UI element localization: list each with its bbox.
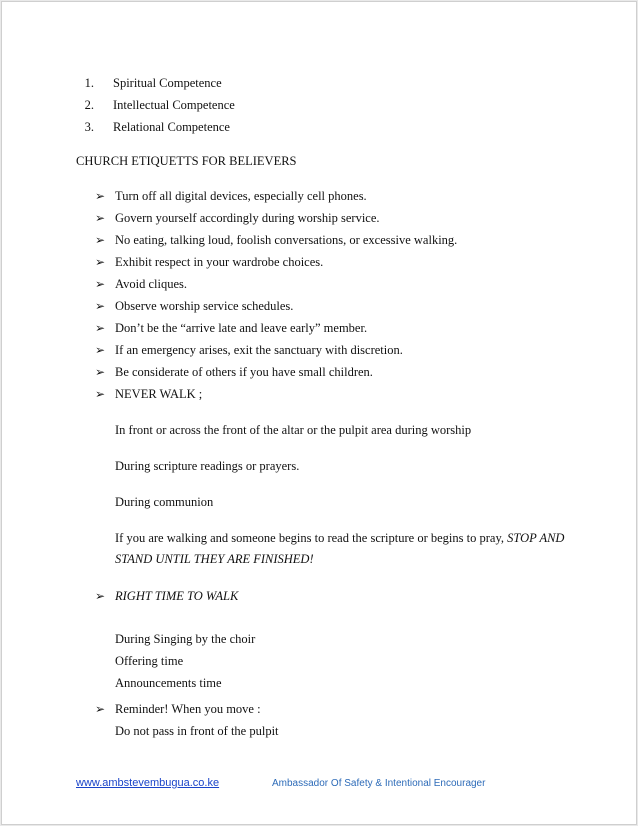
arrow-bullet-icon: ➢ [95, 387, 106, 401]
note-text: If you are walking and someone begins to read the scripture or begins to pray, [115, 531, 505, 545]
arrow-bullet-icon: ➢ [95, 299, 106, 313]
arrow-bullet-icon: ➢ [95, 233, 106, 247]
arrow-bullet-icon: ➢ [95, 211, 106, 225]
list-number: 3. [84, 120, 94, 134]
never-walk-item: During communion [115, 495, 214, 509]
arrow-bullet-icon: ➢ [95, 189, 106, 203]
arrow-bullet-icon: ➢ [95, 702, 106, 716]
bullet-text: Be considerate of others if you have small children. [115, 365, 373, 379]
bullet-text: Avoid cliques. [115, 277, 187, 291]
footer-website-link[interactable]: www.ambstevembugua.co.ke [76, 777, 220, 789]
never-walk-note [115, 530, 564, 546]
note-emphasis: STOP AND [507, 531, 565, 545]
never-walk-item: In front or across the front of the altar or the pulpit area during worship [115, 423, 472, 437]
list-text: Spiritual Competence [113, 76, 222, 90]
footer-tagline: Ambassador Of Safety & Intentional Encourager [272, 778, 486, 789]
bullet-text: If an emergency arises, exit the sanctuary with discretion. [115, 343, 403, 357]
arrow-bullet-icon: ➢ [95, 343, 106, 357]
reminder-text: Do not pass in front of the pulpit [115, 724, 279, 738]
arrow-bullet-icon: ➢ [95, 589, 106, 603]
arrow-bullet-icon: ➢ [95, 255, 106, 269]
arrow-bullet-icon: ➢ [95, 277, 106, 291]
bullet-text: Govern yourself accordingly during worship service. [115, 211, 380, 225]
right-time-item: During Singing by the choir [115, 632, 256, 646]
list-number: 1. [84, 76, 94, 90]
bullet-text: NEVER WALK ; [115, 387, 203, 401]
reminder-label: Reminder! When you move : [115, 702, 261, 716]
right-time-item: Offering time [115, 654, 184, 668]
bullet-text: Exhibit respect in your wardrobe choices. [115, 255, 324, 269]
bullet-text: No eating, talking loud, foolish conversations, or excessive walking. [115, 233, 458, 247]
right-time-item: Announcements time [115, 676, 222, 690]
bullet-text: Turn off all digital devices, especially cell phones. [115, 189, 367, 203]
arrow-bullet-icon: ➢ [95, 321, 106, 335]
list-text: Relational Competence [113, 120, 230, 134]
section-heading: CHURCH ETIQUETTS FOR BELIEVERS [76, 154, 297, 168]
list-number: 2. [84, 98, 94, 112]
bullet-text: Observe worship service schedules. [115, 299, 294, 313]
never-walk-item: During scripture readings or prayers. [115, 459, 300, 473]
arrow-bullet-icon: ➢ [95, 365, 106, 379]
document-page [1, 1, 637, 825]
list-text: Intellectual Competence [113, 98, 235, 112]
right-time-heading: RIGHT TIME TO WALK [115, 589, 239, 603]
note-emphasis-line: STAND UNTIL THEY ARE FINISHED! [115, 552, 314, 566]
bullet-text: Don’t be the “arrive late and leave early” member. [115, 321, 368, 335]
